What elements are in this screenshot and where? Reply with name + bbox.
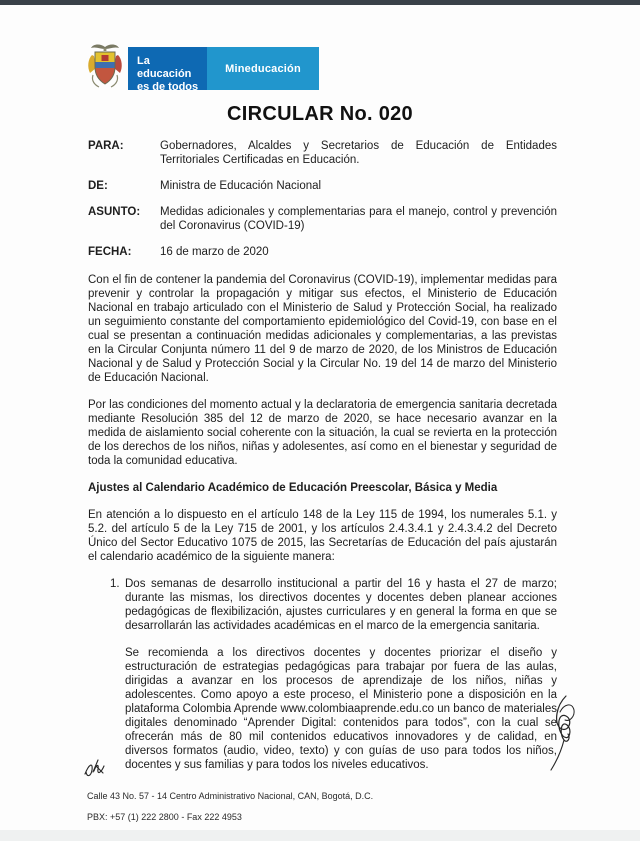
meta-label-asunto: ASUNTO: <box>88 206 141 218</box>
footer-address: Calle 43 No. 57 - 14 Centro Administrativo Nacional, CAN, Bogotá, D.C. <box>87 791 374 801</box>
ministry-logo <box>85 47 319 93</box>
list-item-continuation: Se recomienda a los directivos docentes y docentes priorizar el diseño y estructuración de estrategias pedagógicas para trabajar por fuera de las aulas, dirigidas a avanzar en los procesos de aprendizaje de los niños, niñas y adolescentes. Como apoyo a este proceso, el Ministerio pone a disposición en la plataforma Colombia Aprende www.colombiaaprende.edu.co un banco de materiales digitales denominado “Aprender Digital: contenidos para todos”, con la cual se ofrecerán más de 80 mil contenidos educativos innovadores y de calidad, en diversos formatos (audio, video, texto) y con guías de uso para todos los niños, docentes y sus familias y para todos los niveles educativos. <box>125 647 557 771</box>
list-item-number: 1. <box>110 578 120 590</box>
brand-slogan-line1: La educación <box>137 55 192 80</box>
page-bottom-edge <box>0 830 640 841</box>
meta-label-fecha: FECHA: <box>88 246 132 258</box>
meta-value-asunto: Medidas adicionales y complementarias para el manejo, control y prevención del Coronavirus (COVID-19) <box>160 206 557 232</box>
body-paragraph-2: Por las condiciones del momento actual y la declaratoria de emergencia sanitaria decretada mediante Resolución 385 del 12 de marzo de 2020, se hace necesario avanzar en la medida de aislamiento social coherente con la situación, la cual se revierta en la protección de los derechos de los niños, niñas y adolesentes, así como en el bienestar y seguridad de toda la comunidad educativa. <box>88 399 557 467</box>
handwritten-scribble-mark <box>546 692 584 778</box>
meta-row-asunto <box>88 205 557 233</box>
colombia-coat-of-arms-icon <box>85 43 125 89</box>
footer-phone: PBX: +57 (1) 222 2800 - Fax 222 4953 <box>87 812 242 822</box>
document-title: CIRCULAR No. 020 <box>227 103 413 125</box>
meta-label-de: DE: <box>88 180 108 192</box>
body-paragraph-1: Con el fin de contener la pandemia del Coronavirus (COVID-19), implementar medidas para prevenir y controlar la propagación y mitigar sus efectos, el Ministerio de Educación Nacional en trabajo articulado con el Ministerio de Salud y Protección Social, ha realizado un seguimiento constante del comportamiento epidemiológico del Covid-19, con base en el cual se presentan a continuación medidas adicionales y complementarias, a las previstas en la Circular Conjunta número 11 del 9 de marzo de 2020, de los Ministros de Educación Nacional y de Salud y Protección Social y la Circular No. 19 del 14 de marzo del Ministerio de Educación Nacional. <box>88 274 557 384</box>
brand-slogan-box <box>128 47 207 93</box>
handwritten-initials-mark <box>82 757 108 783</box>
meta-value-fecha: 16 de marzo de 2020 <box>160 246 269 258</box>
viewer-top-edge <box>0 0 640 5</box>
meta-label-para: PARA: <box>88 140 124 152</box>
body-paragraph-3: En atención a lo dispuesto en el artículo 148 de la Ley 115 de 1994, los numerales 5.1. y 5.2. del artículo 5 de la Ley 715 de 2001, y los artículos 2.4.3.4.1 y 2.4.3.4.2 del Decreto Único del Sector Educativo 1075 de 2015, las Secretarías de Educación del país ajustarán el calendario académico de la siguiente manera: <box>88 509 557 563</box>
list-item-text: Dos semanas de desarrollo institucional a partir del 16 y hasta el 27 de marzo; durante las mismas, los directivos docentes y docentes deben planear acciones pedagógicas de flexibilización, ajustes curriculares y en general la forma en que se desarrollarán las actividades académicas en el marco de la emergencia sanitaria. <box>125 578 557 632</box>
ministry-name: Mineducación <box>225 62 301 75</box>
section-heading: Ajustes al Calendario Académico de Educación Preescolar, Básica y Media <box>88 482 498 494</box>
meta-value-de: Ministra de Educación Nacional <box>160 180 322 192</box>
meta-row-de <box>88 179 557 193</box>
meta-row-fecha <box>88 245 557 259</box>
numbered-list-item-1 <box>110 577 557 633</box>
brand-slogan-line2: es de todos <box>137 81 199 93</box>
meta-row-para <box>88 139 557 167</box>
ministry-name-box <box>207 47 319 90</box>
meta-value-para: Gobernadores, Alcaldes y Secretarios de Educación de Entidades Territoriales Certificadas en Educación. <box>160 140 557 166</box>
document-body <box>88 139 557 785</box>
